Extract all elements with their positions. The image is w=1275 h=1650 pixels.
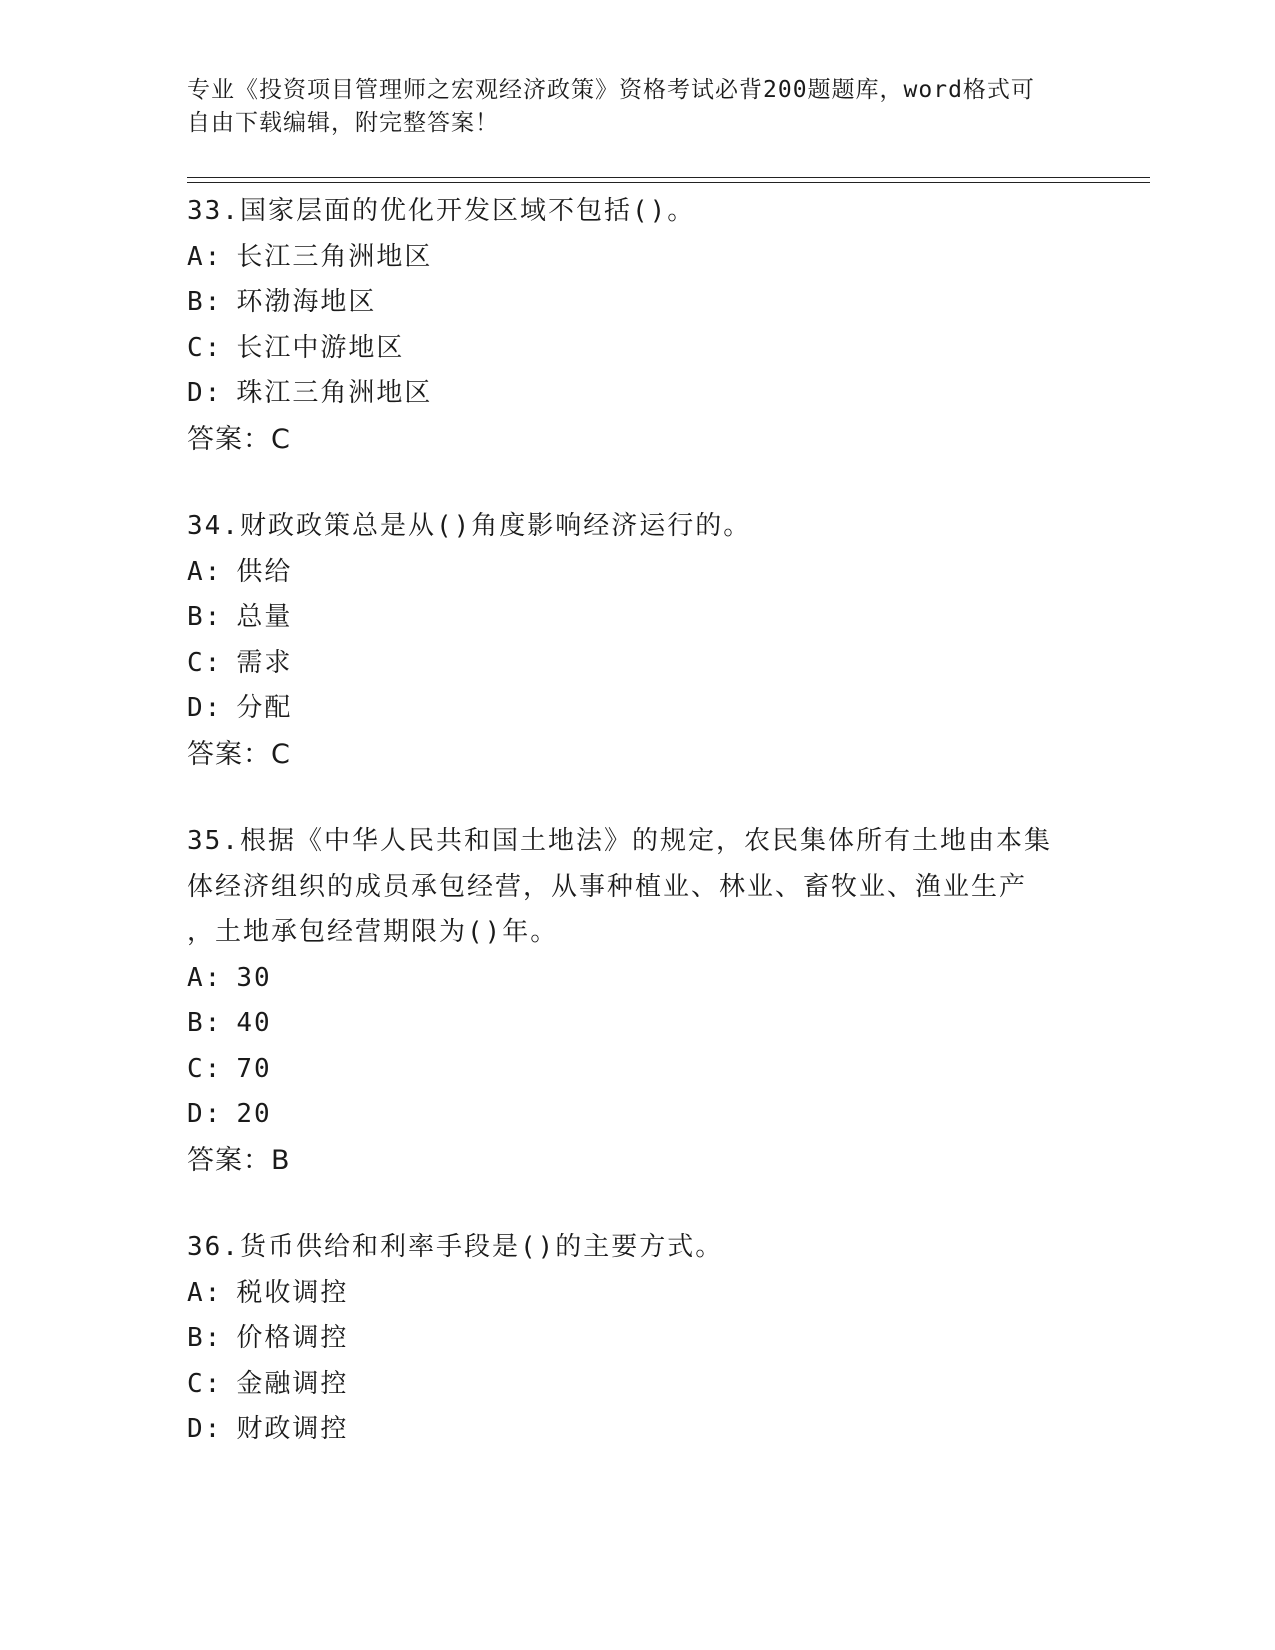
option-d [187,686,1087,732]
question-stem: 36.货币供给和利率手段是()的主要方式。 [187,1232,724,1262]
option-letter: A: [187,241,223,272]
option-text: 环渤海地区 [236,287,377,317]
question-stem-line-3: ，土地承包经营期限为()年。 [187,917,559,947]
question-34 [187,504,1087,777]
header-line-2: 自由下载编辑，附完整答案！ [187,110,499,136]
document-header [187,74,1067,140]
option-letter: C: [187,332,223,363]
option-a [187,956,1087,1002]
question-stem: 34.财政政策总是从()角度影响经济运行的。 [187,511,752,541]
option-letter: C: [187,1053,223,1084]
option-b [187,595,1087,641]
option-text: 长江中游地区 [236,332,405,363]
option-list [187,235,1087,417]
header-divider-bottom [187,182,1150,183]
question-35 [187,819,1087,1183]
option-letter: D: [187,378,223,408]
option-text: 税收调控 [236,1277,349,1308]
option-a [187,1271,1087,1317]
option-c [187,1047,1087,1093]
option-letter: D: [187,1414,223,1444]
option-d [187,371,1087,417]
option-text: 分配 [236,693,293,723]
option-text: 供给 [236,556,293,587]
header-divider-top [187,177,1150,178]
question-36 [187,1225,1087,1453]
question-33 [187,189,1087,462]
header-line-1: 专业《投资项目管理师之宏观经济政策》资格考试必背200题题库，word格式可 [187,77,1035,103]
option-c [187,641,1087,687]
option-letter: B: [187,1008,223,1038]
option-list [187,956,1087,1138]
question-list [187,189,1087,1495]
option-text: 20 [236,1099,272,1129]
option-letter: C: [187,647,223,678]
option-c [187,1362,1087,1408]
option-b [187,280,1087,326]
option-letter: A: [187,962,223,993]
option-text: 40 [236,1008,272,1038]
question-stem-line-2: 体经济组织的成员承包经营，从事种植业、林业、畜牧业、渔业生产 [187,871,1028,902]
option-letter: B: [187,287,223,317]
option-text: 价格调控 [236,1323,349,1353]
option-letter: A: [187,1277,223,1308]
answer-line: 答案：C [187,738,291,770]
question-stem-line-1: 35.根据《中华人民共和国土地法》的规定，农民集体所有土地由本集 [187,826,1052,856]
answer-line: 答案：C [187,423,291,455]
option-c [187,326,1087,372]
option-text: 财政调控 [236,1414,349,1444]
option-letter: D: [187,1099,223,1129]
option-list [187,550,1087,732]
option-a [187,550,1087,596]
option-letter: C: [187,1368,223,1399]
option-d [187,1407,1087,1453]
question-stem: 33.国家层面的优化开发区域不包括()。 [187,196,696,226]
option-text: 70 [236,1053,272,1084]
answer-line: 答案：B [187,1144,291,1176]
option-text: 总量 [236,602,293,632]
option-text: 长江三角洲地区 [236,241,433,272]
option-b [187,1316,1087,1362]
option-b [187,1001,1087,1047]
option-list [187,1271,1087,1453]
option-a [187,235,1087,281]
option-letter: A: [187,556,223,587]
option-letter: B: [187,602,223,632]
option-letter: B: [187,1323,223,1353]
option-text: 金融调控 [236,1368,349,1399]
option-text: 珠江三角洲地区 [236,378,433,408]
option-d [187,1092,1087,1138]
option-text: 30 [236,962,272,993]
option-letter: D: [187,693,223,723]
option-text: 需求 [236,647,293,678]
